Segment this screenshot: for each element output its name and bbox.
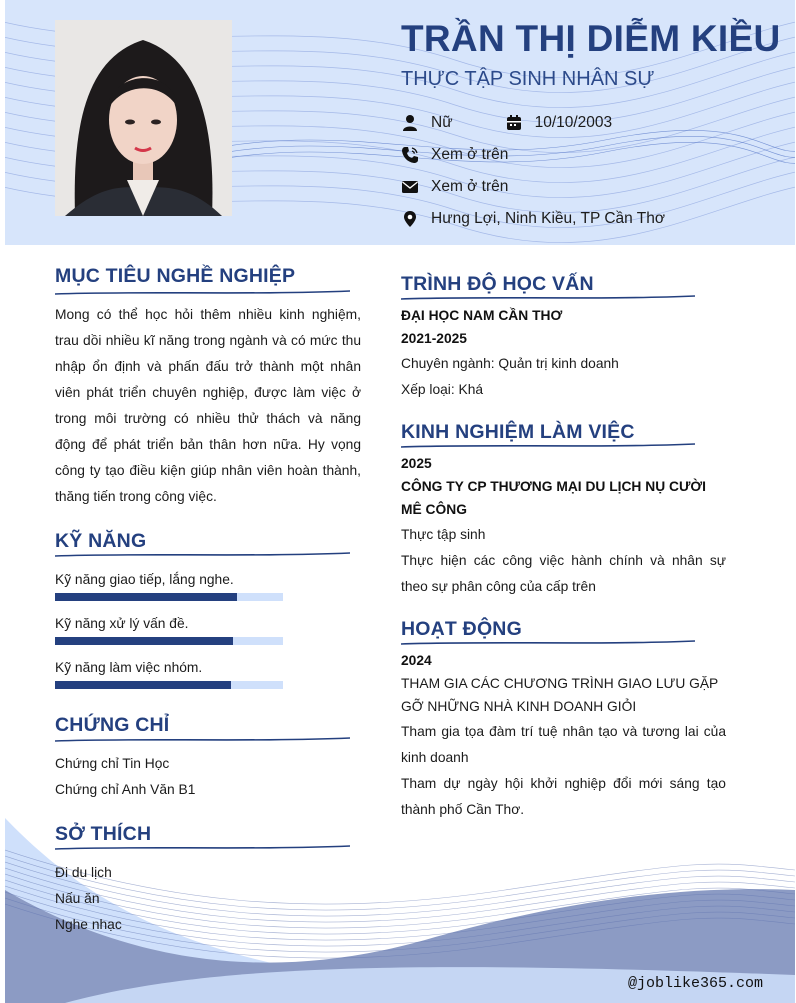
- education-school: ĐẠI HỌC NAM CẦN THƠ: [401, 308, 563, 323]
- address-row: [401, 208, 665, 230]
- footer-watermark: @joblike365.com: [627, 975, 763, 992]
- map-pin-icon: [401, 210, 419, 228]
- experience-title: KINH NGHIỆM LÀM VIỆC: [401, 421, 635, 443]
- address-value: Hưng Lợi, Ninh Kiều, TP Cần Thơ: [431, 210, 666, 227]
- activity-item: Tham gia tọa đàm trí tuệ nhân tạo và tương lai của kinh doanh: [401, 724, 726, 765]
- skill-label: Kỹ năng giao tiếp, lắng nghe.: [55, 572, 234, 587]
- birthdate-value: 10/10/2003: [534, 114, 613, 131]
- experience-year: 2025: [401, 456, 432, 471]
- objective-underline: [55, 289, 350, 297]
- header-band: [5, 0, 795, 245]
- skills-underline: [55, 551, 350, 559]
- hobby-item: Nấu ăn: [55, 891, 100, 906]
- skills-title: KỸ NĂNG: [55, 530, 147, 552]
- phone-row: [401, 144, 508, 166]
- objective-text: Mong có thể học hỏi thêm nhiều kinh nghiệm, trau dồi nhiều kĩ năng trong ngành và có mức thu nhập ổn định và phấn đấu trở thành một nhân viên phát triển chuyên nghiệp, được làm việc ở trong môi trường có nhiều thử thách và năng động để phát triển bản thân hơn nữa. Hy vọng công ty tạo điều kiện giúp nhân viên hoàn thành, thăng tiến trong công việc.: [55, 307, 361, 504]
- job-title: THỰC TẬP SINH NHÂN SỰ: [401, 68, 655, 90]
- portrait-image: [55, 20, 232, 216]
- hobby-item: Đi du lịch: [55, 865, 112, 880]
- calendar-icon: [505, 114, 523, 132]
- email-row: [401, 176, 508, 198]
- certificate-item: Chứng chỉ Anh Văn B1: [55, 782, 196, 797]
- skill-level-bar: [55, 681, 283, 689]
- hobbies-title: SỞ THÍCH: [55, 823, 152, 845]
- education-major: Chuyên ngành: Quản trị kinh doanh: [401, 356, 619, 371]
- skill-level-bar: [55, 637, 283, 645]
- certificates-title: CHỨNG CHỈ: [55, 714, 170, 736]
- hobbies-underline: [55, 844, 350, 852]
- gender-value: Nữ: [431, 114, 453, 131]
- skill-label: Kỹ năng làm việc nhóm.: [55, 660, 203, 675]
- envelope-icon: [401, 178, 419, 196]
- skill-level-fill: [55, 593, 237, 601]
- phone-icon: [401, 146, 419, 164]
- activity-item: Tham dự ngày hội khởi nghiệp đổi mới sáng tạo thành phố Cần Thơ.: [401, 776, 726, 817]
- skill-level-fill: [55, 681, 231, 689]
- skill-level-bar: [55, 593, 283, 601]
- candidate-name: TRẦN THỊ DIỄM KIỀU: [401, 18, 781, 59]
- education-title: TRÌNH ĐỘ HỌC VẤN: [401, 273, 594, 295]
- activities-headline: THAM GIA CÁC CHƯƠNG TRÌNH GIAO LƯU GẶP GỠ NHỮNG NHÀ KINH DOANH GIỎI: [401, 676, 718, 714]
- gender-birth-row: [401, 112, 612, 134]
- education-years: 2021-2025: [401, 331, 467, 346]
- profile-photo: [55, 20, 232, 216]
- email-value: Xem ở trên: [431, 178, 509, 195]
- activities-title: HOẠT ĐỘNG: [401, 618, 522, 640]
- certificate-item: Chứng chỉ Tin Học: [55, 756, 170, 771]
- experience-company: CÔNG TY CP THƯƠNG MẠI DU LỊCH NỤ CƯỜI MÊ CÔNG: [401, 479, 706, 517]
- skill-label: Kỹ năng xử lý vấn đề.: [55, 616, 189, 631]
- education-grade: Xếp loại: Khá: [401, 382, 484, 397]
- certificates-underline: [55, 736, 350, 744]
- cv-page: [5, 0, 795, 1003]
- hobby-item: Nghe nhạc: [55, 917, 122, 932]
- experience-description: Thực hiện các công việc hành chính và nhân sự theo sự phân công của cấp trên: [401, 553, 726, 594]
- activities-year: 2024: [401, 653, 432, 668]
- education-underline: [401, 294, 695, 302]
- birthdate-group: [505, 114, 613, 132]
- user-icon: [401, 114, 419, 132]
- experience-underline: [401, 442, 695, 450]
- activities-underline: [401, 639, 695, 647]
- phone-value: Xem ở trên: [431, 146, 509, 163]
- experience-role: Thực tập sinh: [401, 527, 486, 542]
- objective-title: MỤC TIÊU NGHỀ NGHIỆP: [55, 265, 296, 287]
- skill-level-fill: [55, 637, 233, 645]
